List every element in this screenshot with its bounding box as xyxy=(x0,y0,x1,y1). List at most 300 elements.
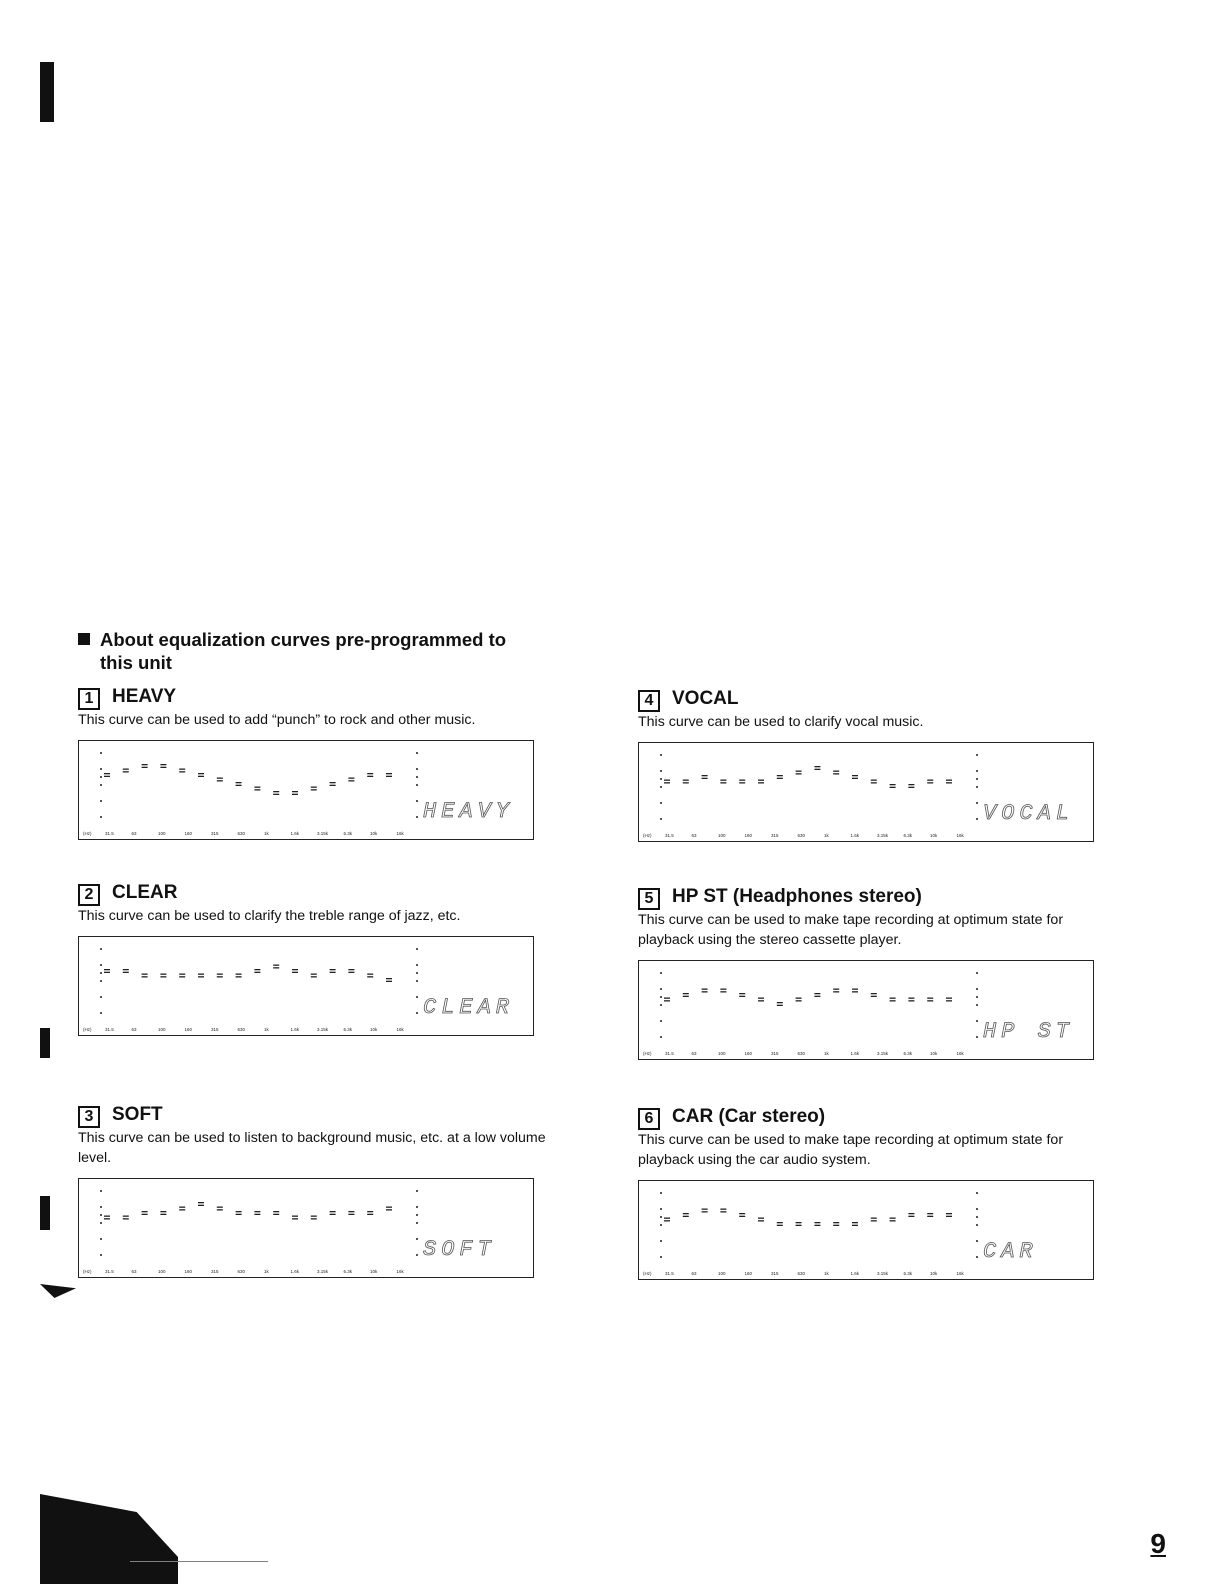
eq-band-mark xyxy=(833,1225,839,1226)
frequency-label: 31.5 xyxy=(105,1269,114,1274)
eq-band-mark xyxy=(311,789,317,790)
edge-dot xyxy=(416,800,418,802)
eq-band-mark xyxy=(796,1000,802,1001)
eq-band-mark xyxy=(927,780,933,781)
eq-band-mark xyxy=(777,1005,783,1006)
eq-band-mark xyxy=(311,976,317,977)
eq-band-mark xyxy=(796,1225,802,1226)
eq-band-mark xyxy=(758,1220,764,1221)
frequency-label: 1k xyxy=(264,1269,269,1274)
eq-band-mark xyxy=(871,780,877,781)
curve-title xyxy=(78,880,546,906)
eq-band-mark xyxy=(927,1216,933,1217)
edge-dot xyxy=(660,1036,662,1038)
edge-dot xyxy=(660,1208,662,1210)
eq-band-mark xyxy=(217,778,223,779)
eq-band-mark xyxy=(198,976,204,977)
eq-band-mark xyxy=(123,771,129,772)
eq-band-mark xyxy=(833,771,839,772)
eq-band-mark xyxy=(311,1218,317,1219)
edge-dot xyxy=(976,802,978,804)
eq-band-mark xyxy=(292,972,298,973)
eq-band-mark xyxy=(348,780,354,781)
edge-dot xyxy=(416,768,418,770)
eq-band-mark xyxy=(330,969,336,970)
edge-dot xyxy=(416,948,418,950)
eq-band-mark xyxy=(386,773,392,774)
eq-band-mark xyxy=(833,773,839,774)
edge-dot xyxy=(100,752,102,754)
eq-band-mark xyxy=(330,1214,336,1215)
eq-band-mark xyxy=(720,991,726,992)
curve-name: CAR (Car stereo) xyxy=(672,1106,826,1127)
curve-name: HP ST (Headphones stereo) xyxy=(672,886,922,907)
edge-dot xyxy=(976,754,978,756)
frequency-label: 16k xyxy=(396,831,404,836)
curve-title xyxy=(638,1104,1106,1130)
edge-dot xyxy=(100,1190,102,1192)
curve-number-box: 6 xyxy=(638,1108,660,1130)
eq-band-mark xyxy=(927,1000,933,1001)
eq-band-mark xyxy=(946,1216,952,1217)
eq-band-mark xyxy=(908,1216,914,1217)
eq-band-mark xyxy=(833,989,839,990)
eq-band-mark xyxy=(160,1214,166,1215)
edge-dot xyxy=(416,752,418,754)
eq-band-mark xyxy=(927,998,933,999)
frequency-label: 1.6k xyxy=(290,831,300,836)
eq-band-mark xyxy=(871,1220,877,1221)
curve-title xyxy=(78,1102,546,1128)
eq-band-mark xyxy=(664,1220,670,1221)
eq-band-mark xyxy=(236,782,242,783)
eq-band-mark xyxy=(236,976,242,977)
eq-display xyxy=(638,742,1094,842)
edge-dot xyxy=(660,1224,662,1226)
curve-name: CLEAR xyxy=(112,882,178,903)
edge-dot xyxy=(976,1192,978,1194)
eq-display-svg xyxy=(639,961,1093,1059)
edge-dot xyxy=(976,1216,978,1218)
eq-band-mark xyxy=(814,766,820,767)
eq-band-mark xyxy=(198,1202,204,1203)
eq-band-mark xyxy=(104,972,110,973)
bullet-icon xyxy=(78,633,90,645)
frequency-label: 16k xyxy=(956,1051,964,1056)
eq-band-mark xyxy=(871,1218,877,1219)
edge-dot xyxy=(100,1206,102,1208)
curve-title xyxy=(638,686,1106,712)
eq-display-svg xyxy=(79,1179,533,1277)
eq-band-mark xyxy=(946,782,952,783)
eq-band-mark xyxy=(160,974,166,975)
eq-band-mark xyxy=(890,998,896,999)
eq-band-mark xyxy=(852,1225,858,1226)
eq-band-mark xyxy=(236,1211,242,1212)
eq-band-mark xyxy=(386,1209,392,1210)
heading-line-1: About equalization curves pre-programmed to xyxy=(100,629,507,650)
edge-dot xyxy=(416,964,418,966)
eq-band-mark xyxy=(142,976,148,977)
eq-band-mark xyxy=(833,991,839,992)
edge-dot xyxy=(416,816,418,818)
frequency-label: 160 xyxy=(744,1051,753,1056)
eq-band-mark xyxy=(198,776,204,777)
eq-display xyxy=(78,740,534,840)
eq-band-mark xyxy=(273,1211,279,1212)
eq-band-mark xyxy=(814,769,820,770)
segment-display-text: HP ST xyxy=(983,1019,1075,1044)
frequency-label: 63 xyxy=(131,831,137,836)
curve-name: HEAVY xyxy=(112,686,177,707)
curve-hp-st xyxy=(638,884,1106,1060)
segment-display-text: SOFT xyxy=(423,1237,496,1262)
eq-band-mark xyxy=(683,1213,689,1214)
eq-band-mark xyxy=(142,1214,148,1215)
scan-mark-bottom xyxy=(40,1494,178,1584)
eq-band-mark xyxy=(720,1209,726,1210)
eq-band-mark xyxy=(871,996,877,997)
eq-band-mark xyxy=(852,991,858,992)
eq-band-mark xyxy=(683,782,689,783)
frequency-label: 63 xyxy=(691,833,697,838)
frequency-label: 315 xyxy=(771,1051,779,1056)
eq-band-mark xyxy=(254,972,260,973)
edge-dot xyxy=(660,1256,662,1258)
edge-dot xyxy=(100,972,102,974)
edge-dot xyxy=(976,1020,978,1022)
edge-dot xyxy=(100,1254,102,1256)
eq-band-mark xyxy=(852,1222,858,1223)
edge-dot xyxy=(976,818,978,820)
eq-band-mark xyxy=(292,794,298,795)
eq-band-mark xyxy=(367,1211,373,1212)
eq-band-mark xyxy=(720,1211,726,1212)
eq-band-mark xyxy=(814,1225,820,1226)
frequency-label: 10k xyxy=(930,1271,938,1276)
edge-dot xyxy=(416,1238,418,1240)
frequency-label: 3.15k xyxy=(877,1271,889,1276)
frequency-label: 3.15k xyxy=(877,1051,889,1056)
frequency-label: 16k xyxy=(956,833,964,838)
frequency-label: 6.3k xyxy=(343,831,353,836)
frequency-label: 1.6k xyxy=(850,833,860,838)
eq-band-mark xyxy=(236,1214,242,1215)
eq-band-mark xyxy=(348,778,354,779)
edge-dot xyxy=(976,1240,978,1242)
eq-band-mark xyxy=(123,969,129,970)
edge-dot xyxy=(976,988,978,990)
eq-band-mark xyxy=(367,974,373,975)
eq-band-mark xyxy=(946,998,952,999)
eq-band-mark xyxy=(330,782,336,783)
eq-band-mark xyxy=(796,1222,802,1223)
eq-band-mark xyxy=(104,1216,110,1217)
curve-name: VOCAL xyxy=(672,688,739,709)
eq-band-mark xyxy=(198,1205,204,1206)
eq-display-svg xyxy=(79,741,533,839)
edge-dot xyxy=(660,754,662,756)
eq-band-mark xyxy=(142,974,148,975)
eq-band-mark xyxy=(386,1207,392,1208)
frequency-label: 630 xyxy=(797,1271,806,1276)
eq-band-mark xyxy=(739,1213,745,1214)
eq-band-mark xyxy=(292,1216,298,1217)
eq-band-mark xyxy=(796,771,802,772)
frequency-label: (Hz) xyxy=(643,1271,652,1276)
eq-band-mark xyxy=(104,773,110,774)
frequency-label: 16k xyxy=(396,1027,404,1032)
edge-dot xyxy=(660,818,662,820)
scan-mark-mid-2 xyxy=(40,1196,50,1230)
eq-band-mark xyxy=(254,969,260,970)
eq-band-mark xyxy=(367,1214,373,1215)
edge-dot xyxy=(100,996,102,998)
frequency-label: 160 xyxy=(184,831,193,836)
eq-display-svg xyxy=(639,743,1093,841)
edge-dot xyxy=(416,1206,418,1208)
eq-band-mark xyxy=(739,993,745,994)
curve-description: This curve can be used to make tape recording at optimum state for playback using the car audio system. xyxy=(638,1132,1064,1168)
eq-band-mark xyxy=(890,784,896,785)
segment-display-text: HEAVY xyxy=(423,799,515,824)
eq-band-mark xyxy=(758,782,764,783)
curve-title xyxy=(638,884,1106,910)
frequency-label: 16k xyxy=(396,1269,404,1274)
eq-band-mark xyxy=(386,776,392,777)
eq-band-mark xyxy=(348,1214,354,1215)
eq-band-mark xyxy=(348,972,354,973)
eq-band-mark xyxy=(142,764,148,765)
edge-dot xyxy=(660,988,662,990)
eq-band-mark xyxy=(254,1211,260,1212)
curve-number-box: 1 xyxy=(78,688,100,710)
frequency-label: 315 xyxy=(771,833,779,838)
page-number: 9 xyxy=(1150,1528,1166,1559)
curve-number-box: 2 xyxy=(78,884,100,906)
eq-band-mark xyxy=(664,780,670,781)
eq-band-mark xyxy=(104,969,110,970)
edge-dot xyxy=(976,972,978,974)
eq-band-mark xyxy=(890,1218,896,1219)
eq-band-mark xyxy=(348,969,354,970)
edge-dot xyxy=(660,786,662,788)
edge-dot xyxy=(660,1192,662,1194)
eq-band-mark xyxy=(702,775,708,776)
edge-dot xyxy=(660,996,662,998)
frequency-label: 3.15k xyxy=(317,1269,329,1274)
frequency-label: 16k xyxy=(956,1271,964,1276)
eq-band-mark xyxy=(664,1218,670,1219)
eq-band-mark xyxy=(179,1207,185,1208)
eq-band-mark xyxy=(273,1214,279,1215)
frequency-label: 10k xyxy=(370,1269,378,1274)
eq-display xyxy=(638,960,1094,1060)
eq-band-mark xyxy=(702,778,708,779)
eq-band-mark xyxy=(664,998,670,999)
edge-dot xyxy=(976,1208,978,1210)
eq-band-mark xyxy=(702,1211,708,1212)
curve-number-box: 4 xyxy=(638,690,660,712)
eq-band-mark xyxy=(946,1000,952,1001)
eq-band-mark xyxy=(720,782,726,783)
eq-band-mark xyxy=(311,1216,317,1217)
edge-dot xyxy=(100,816,102,818)
eq-band-mark xyxy=(292,791,298,792)
frequency-label: 3.15k xyxy=(317,831,329,836)
curve-number-box: 3 xyxy=(78,1106,100,1128)
segment-display-text: CLEAR xyxy=(423,995,515,1020)
frequency-label: (Hz) xyxy=(643,833,652,838)
frequency-label: 1.6k xyxy=(290,1269,300,1274)
eq-band-mark xyxy=(198,974,204,975)
curve-description: This curve can be used to clarify the treble range of jazz, etc. xyxy=(78,908,461,924)
eq-band-mark xyxy=(758,1218,764,1219)
frequency-label: 10k xyxy=(930,1051,938,1056)
edge-dot xyxy=(416,1190,418,1192)
frequency-label: 100 xyxy=(718,1271,726,1276)
eq-band-mark xyxy=(871,782,877,783)
eq-band-mark xyxy=(890,1000,896,1001)
edge-dot xyxy=(100,1012,102,1014)
frequency-label: 1k xyxy=(264,1027,269,1032)
frequency-label: 630 xyxy=(237,1269,246,1274)
edge-dot xyxy=(100,776,102,778)
frequency-label: 100 xyxy=(718,833,726,838)
eq-band-mark xyxy=(739,782,745,783)
eq-band-mark xyxy=(292,969,298,970)
frequency-label: 10k xyxy=(370,1027,378,1032)
edge-dot xyxy=(660,972,662,974)
curve-description: This curve can be used to listen to background music, etc. at a low volume level. xyxy=(78,1130,546,1166)
eq-band-mark xyxy=(160,764,166,765)
eq-band-mark xyxy=(348,1211,354,1212)
edge-dot xyxy=(660,1020,662,1022)
eq-band-mark xyxy=(123,769,129,770)
eq-band-mark xyxy=(890,787,896,788)
curve-car xyxy=(638,1104,1106,1280)
eq-band-mark xyxy=(273,794,279,795)
eq-band-mark xyxy=(683,993,689,994)
eq-band-mark xyxy=(908,787,914,788)
eq-band-mark xyxy=(739,996,745,997)
scan-mark-top xyxy=(40,62,54,122)
eq-band-mark xyxy=(123,1218,129,1219)
eq-band-mark xyxy=(367,773,373,774)
frequency-label: 315 xyxy=(771,1271,779,1276)
edge-dot xyxy=(976,996,978,998)
edge-dot xyxy=(416,980,418,982)
edge-dot xyxy=(976,1036,978,1038)
eq-band-mark xyxy=(142,1211,148,1212)
eq-band-mark xyxy=(796,998,802,999)
eq-band-mark xyxy=(179,974,185,975)
eq-band-mark xyxy=(852,778,858,779)
frequency-label: 160 xyxy=(744,833,753,838)
frequency-label: (Hz) xyxy=(83,1027,92,1032)
edge-dot xyxy=(100,964,102,966)
eq-display xyxy=(638,1180,1094,1280)
eq-band-mark xyxy=(179,771,185,772)
edge-dot xyxy=(416,972,418,974)
frequency-label: 3.15k xyxy=(317,1027,329,1032)
eq-band-mark xyxy=(739,1216,745,1217)
eq-band-mark xyxy=(254,1214,260,1215)
frequency-label: 100 xyxy=(718,1051,726,1056)
curve-title xyxy=(78,684,546,710)
eq-band-mark xyxy=(330,785,336,786)
eq-band-mark xyxy=(386,981,392,982)
eq-band-mark xyxy=(123,1216,129,1217)
eq-band-mark xyxy=(683,1216,689,1217)
segment-display-text: CAR xyxy=(983,1239,1038,1264)
frequency-label: 3.15k xyxy=(877,833,889,838)
eq-band-mark xyxy=(908,998,914,999)
eq-band-mark xyxy=(758,998,764,999)
curve-vocal xyxy=(638,686,1106,842)
edge-dot xyxy=(976,786,978,788)
eq-band-mark xyxy=(814,993,820,994)
frequency-label: 6.3k xyxy=(903,833,913,838)
frequency-label: 6.3k xyxy=(343,1269,353,1274)
eq-band-mark xyxy=(104,1218,110,1219)
edge-dot xyxy=(100,1222,102,1224)
frequency-label: 6.3k xyxy=(903,1051,913,1056)
eq-band-mark xyxy=(273,965,279,966)
edge-dot xyxy=(100,1214,102,1216)
edge-dot xyxy=(660,1004,662,1006)
eq-band-mark xyxy=(217,780,223,781)
scan-mark-mid-1 xyxy=(40,1028,50,1058)
eq-band-mark xyxy=(330,1211,336,1212)
frequency-label: (Hz) xyxy=(643,1051,652,1056)
frequency-label: 315 xyxy=(211,1027,219,1032)
eq-band-mark xyxy=(683,996,689,997)
eq-band-mark xyxy=(871,993,877,994)
curve-heavy xyxy=(78,684,546,840)
eq-band-mark xyxy=(702,1209,708,1210)
frequency-label: 10k xyxy=(930,833,938,838)
frequency-label: 160 xyxy=(184,1027,193,1032)
edge-dot xyxy=(660,1240,662,1242)
eq-band-mark xyxy=(777,1222,783,1223)
eq-band-mark xyxy=(273,791,279,792)
eq-band-mark xyxy=(664,1000,670,1001)
frequency-label: 6.3k xyxy=(903,1271,913,1276)
frequency-label: 31.5 xyxy=(665,833,674,838)
frequency-label: 31.5 xyxy=(665,1271,674,1276)
frequency-label: 1k xyxy=(824,1051,829,1056)
edge-dot xyxy=(976,1224,978,1226)
eq-band-mark xyxy=(664,782,670,783)
frequency-label: 1.6k xyxy=(850,1271,860,1276)
eq-band-mark xyxy=(330,972,336,973)
curve-description: This curve can be used to clarify vocal music. xyxy=(638,714,924,730)
eq-band-mark xyxy=(777,1002,783,1003)
edge-dot xyxy=(660,770,662,772)
eq-band-mark xyxy=(273,967,279,968)
frequency-label: 1.6k xyxy=(850,1051,860,1056)
eq-band-mark xyxy=(160,767,166,768)
eq-display-svg xyxy=(639,1181,1093,1279)
edge-dot xyxy=(416,1222,418,1224)
frequency-label: 63 xyxy=(691,1271,697,1276)
eq-band-mark xyxy=(777,778,783,779)
frequency-label: 315 xyxy=(211,1269,219,1274)
eq-band-mark xyxy=(160,976,166,977)
eq-band-mark xyxy=(123,972,129,973)
edge-dot xyxy=(976,778,978,780)
